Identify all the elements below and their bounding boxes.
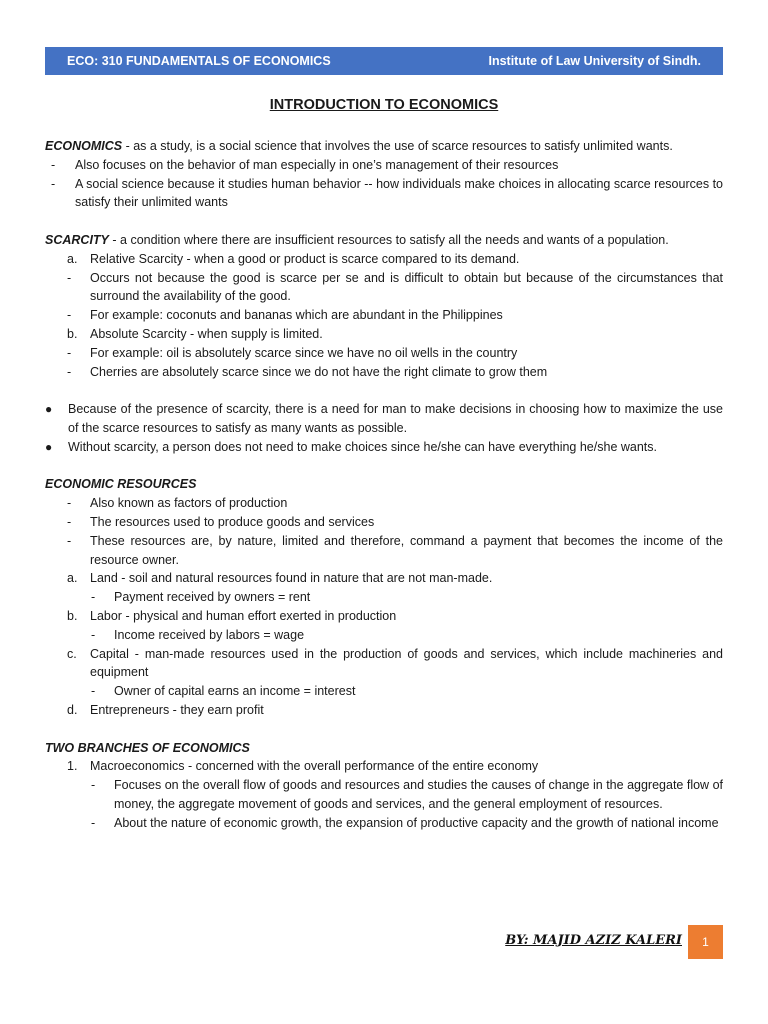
section-heading-resources: ECONOMIC RESOURCES (45, 477, 197, 492)
sub-list-item: - About the nature of economic growth, the expansion of productive capacity and the growth of national income (91, 815, 719, 830)
list-item: 1. Macroeconomics - concerned with the overall performance of the entire economy (67, 759, 539, 774)
list-item: - The resources used to produce goods and services (67, 514, 375, 529)
list-item: - Also known as factors of production (67, 496, 288, 511)
factor-item: a. Land - soil and natural resources found in nature that are not man-made. (67, 571, 493, 586)
list-item: - These resources are, by nature, limited and therefore, command a payment that becomes the income of the resource owner. (67, 533, 723, 567)
sub-list-item: - Focuses on the overall flow of goods and resources and studies the causes of change in the aggregate flow of money, the aggregate movement of goods and services, and the general employment of resources. (91, 778, 723, 811)
list-item: - For example: oil is absolutely scarce since we have no oil wells in the country (67, 345, 518, 360)
bullet-icon: ● (45, 402, 53, 417)
factor-item: d. Entrepreneurs - they earn profit (67, 702, 264, 717)
scarcity-term: SCARCITY (45, 232, 109, 247)
list-item: - A social science because it studies human behavior -- how individuals make choices in allocating scarce resources to satisfy their unlimited wants (51, 176, 723, 210)
scarcity-definition-text: - a condition where there are insufficient resources to satisfy all the needs and wants of a population. (108, 232, 669, 247)
bullet-icon: ● (45, 439, 53, 454)
list-item: - Also focuses on the behavior of man especially in one’s management of their resources (51, 157, 559, 172)
factor-sub-item: - Owner of capital earns an income = interest (91, 684, 356, 699)
list-item: a. Relative Scarcity - when a good or product is scarce compared to its demand. (67, 251, 520, 266)
list-item: b. Absolute Scarcity - when supply is limited. (67, 326, 323, 341)
factor-item: b. Labor - physical and human effort exerted in production (67, 608, 397, 623)
bullet-item: ● Because of the presence of scarcity, there is a need for man to make decisions in choosing how to maximize the use of the scarce resources to satisfy as many wants as possible. (45, 402, 723, 435)
page-number: 1 (688, 925, 723, 959)
factor-sub-item: - Income received by labors = wage (91, 627, 305, 642)
document-body (45, 137, 723, 832)
economics-definition (45, 137, 723, 156)
list-item: - Cherries are absolutely scarce since we do not have the right climate to grow them (67, 364, 548, 379)
economics-term: ECONOMICS (45, 139, 123, 153)
document-title: INTRODUCTION TO ECONOMICS (269, 97, 499, 113)
section-heading-branches: TWO BRANCHES OF ECONOMICS (45, 740, 250, 755)
list-item: - For example: coconuts and bananas which are abundant in the Philippines (67, 308, 503, 323)
factor-item: c. Capital - man-made resources used in the production of goods and services, which include machineries and equipment (67, 646, 723, 680)
page-header (45, 47, 723, 75)
economics-definition-text: - as a study, is a social science that involves the use of scarce resources to satisfy unlimited wants. (122, 139, 673, 153)
list-item: - Occurs not because the good is scarce per se and is difficult to obtain but because of the circumstances that surround the availability of the good. (67, 270, 723, 304)
institute-name: Institute of Law University of Sindh. (488, 54, 701, 68)
course-title: ECO: 310 FUNDAMENTALS OF ECONOMICS (67, 54, 331, 68)
factor-sub-item: - Payment received by owners = rent (91, 590, 311, 605)
scarcity-definition (45, 231, 723, 250)
bullet-item: ● Without scarcity, a person does not need to make choices since he/she can have everything he/she wants. (45, 438, 723, 457)
author-signature: BY: MAJID AZIZ KALERI (505, 933, 682, 948)
